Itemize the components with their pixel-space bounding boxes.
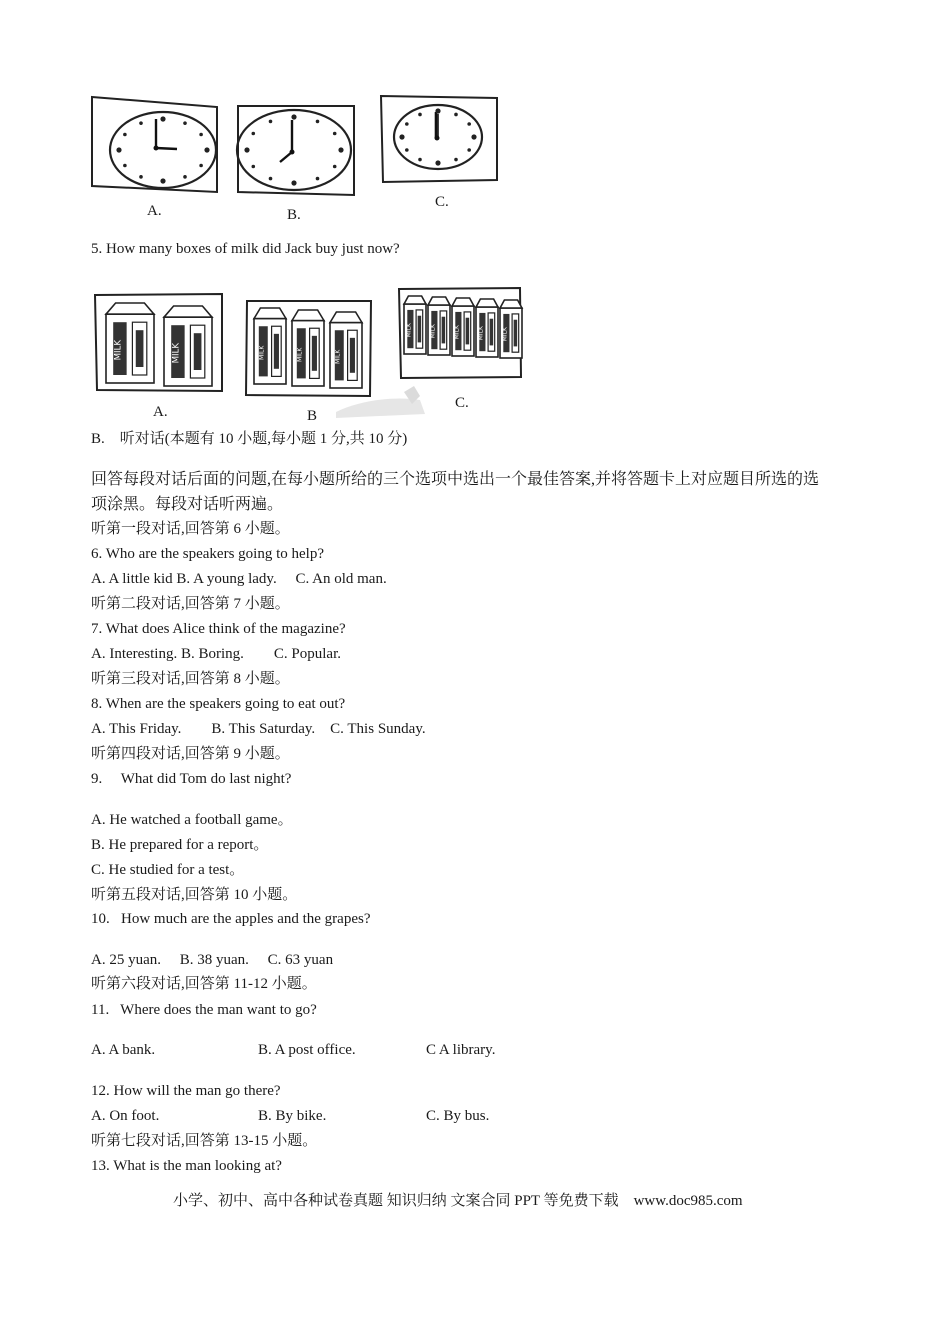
question-9-option-c: C. He studied for a test。 [91, 862, 245, 878]
milk-label-text: MILK [296, 347, 304, 362]
section-b-instructions-line2: 项涂黑。每段对话听两遍。 [91, 496, 284, 513]
question-7-options: A. Interesting. B. Boring. C. Popular. [91, 646, 341, 662]
clock-option-b-label: B. [287, 207, 301, 223]
section-b-instructions-line1: 回答每段对话后面的问题,在每小题所给的三个选项中选出一个最佳答案,并将答题卡上对应题目所选的选 [91, 471, 820, 488]
milk-carton-part [490, 319, 494, 346]
listening-hint-10: 听第五段对话,回答第 10 小题。 [91, 887, 298, 903]
milk-carton-part [330, 312, 362, 323]
milk-carton-part [514, 320, 518, 347]
listening-hint-8: 听第三段对话,回答第 8 小题。 [91, 671, 290, 687]
listening-hint-7: 听第二段对话,回答第 7 小题。 [91, 596, 290, 612]
milk-carton-part [500, 300, 522, 308]
question-10: 10. How much are the apples and the grapes? [91, 911, 371, 927]
milk-carton-part [274, 334, 279, 369]
question-5: 5. How many boxes of milk did Jack buy just now? [91, 241, 400, 257]
question-8: 8. When are the speakers going to eat out? [91, 696, 346, 712]
milk-label-text: MILK [501, 327, 509, 342]
milk-option-a-label: A. [153, 404, 168, 420]
listening-hint-13: 听第七段对话,回答第 13-15 小题。 [91, 1133, 318, 1149]
clock-option-a-label: A. [147, 203, 162, 219]
question-9: 9. What did Tom do last night? [91, 771, 292, 787]
milk-carton-part [476, 299, 498, 307]
question-6-options: A. A little kid B. A young lady. C. An old man. [91, 571, 387, 587]
question-9-option-a: A. He watched a football game。 [91, 812, 293, 828]
milk-label-text: MILK [477, 326, 485, 341]
question-11-option-c: C A library. [426, 1042, 496, 1058]
question-11-option-a: A. A bank. [91, 1042, 156, 1058]
milk-label-text: MILK [113, 339, 124, 361]
milk-box-icon [404, 296, 522, 358]
milk-carton-part [106, 303, 154, 314]
listening-hint-6: 听第一段对话,回答第 6 小题。 [91, 521, 290, 537]
milk-carton-part [136, 330, 144, 367]
question-12-option-a: A. On foot. [91, 1108, 160, 1124]
question-13: 13. What is the man looking at? [91, 1158, 282, 1174]
milk-pictures [0, 0, 950, 430]
milk-label-text: MILK [405, 323, 413, 338]
question-9-option-b: B. He prepared for a report。 [91, 837, 269, 853]
question-12-option-c: C. By bus. [426, 1108, 490, 1124]
section-b-title: B. 听对话(本题有 10 小题,每小题 1 分,共 10 分) [91, 431, 408, 447]
question-11-option-b: B. A post office. [258, 1042, 356, 1058]
milk-carton-part [442, 317, 446, 344]
question-6: 6. Who are the speakers going to help? [91, 546, 324, 562]
clock-option-c-label: C. [435, 194, 449, 210]
milk-carton-part [164, 306, 212, 317]
question-8-options: A. This Friday. B. This Saturday. C. This Sunday. [91, 721, 426, 737]
question-7: 7. What does Alice think of the magazine? [91, 621, 346, 637]
milk-label-text: MILK [171, 342, 182, 364]
milk-box-icon [254, 308, 362, 388]
milk-option-b-label: B [307, 408, 318, 424]
milk-label-text: MILK [258, 345, 266, 360]
milk-carton-part [466, 318, 470, 345]
milk-carton-part [292, 310, 324, 321]
milk-box-icon [106, 303, 212, 386]
milk-carton-part [254, 308, 286, 319]
question-10-options: A. 25 yuan. B. 38 yuan. C. 63 yuan [91, 952, 334, 968]
milk-label-text: MILK [334, 349, 342, 364]
milk-carton-part [418, 316, 422, 343]
smudge-mark [336, 386, 425, 418]
milk-label-text: MILK [429, 324, 437, 339]
milk-label-text: MILK [453, 325, 461, 340]
listening-hint-11: 听第六段对话,回答第 11-12 小题。 [91, 976, 317, 992]
milk-carton-part [452, 298, 474, 306]
milk-carton-part [350, 338, 355, 373]
question-12-option-b: B. By bike. [258, 1108, 327, 1124]
question-12: 12. How will the man go there? [91, 1083, 281, 1099]
question-11: 11. Where does the man want to go? [91, 1002, 317, 1018]
page-footer: 小学、初中、高中各种试卷真题 知识归纳 文案合同 PPT 等免费下载 www.doc985.com [173, 1193, 743, 1209]
milk-carton-part [194, 333, 202, 370]
milk-carton-part [312, 336, 317, 371]
listening-hint-9: 听第四段对话,回答第 9 小题。 [91, 746, 290, 762]
milk-carton-part [428, 297, 450, 305]
milk-carton-part [404, 296, 426, 304]
milk-option-c-label: C. [455, 395, 469, 411]
